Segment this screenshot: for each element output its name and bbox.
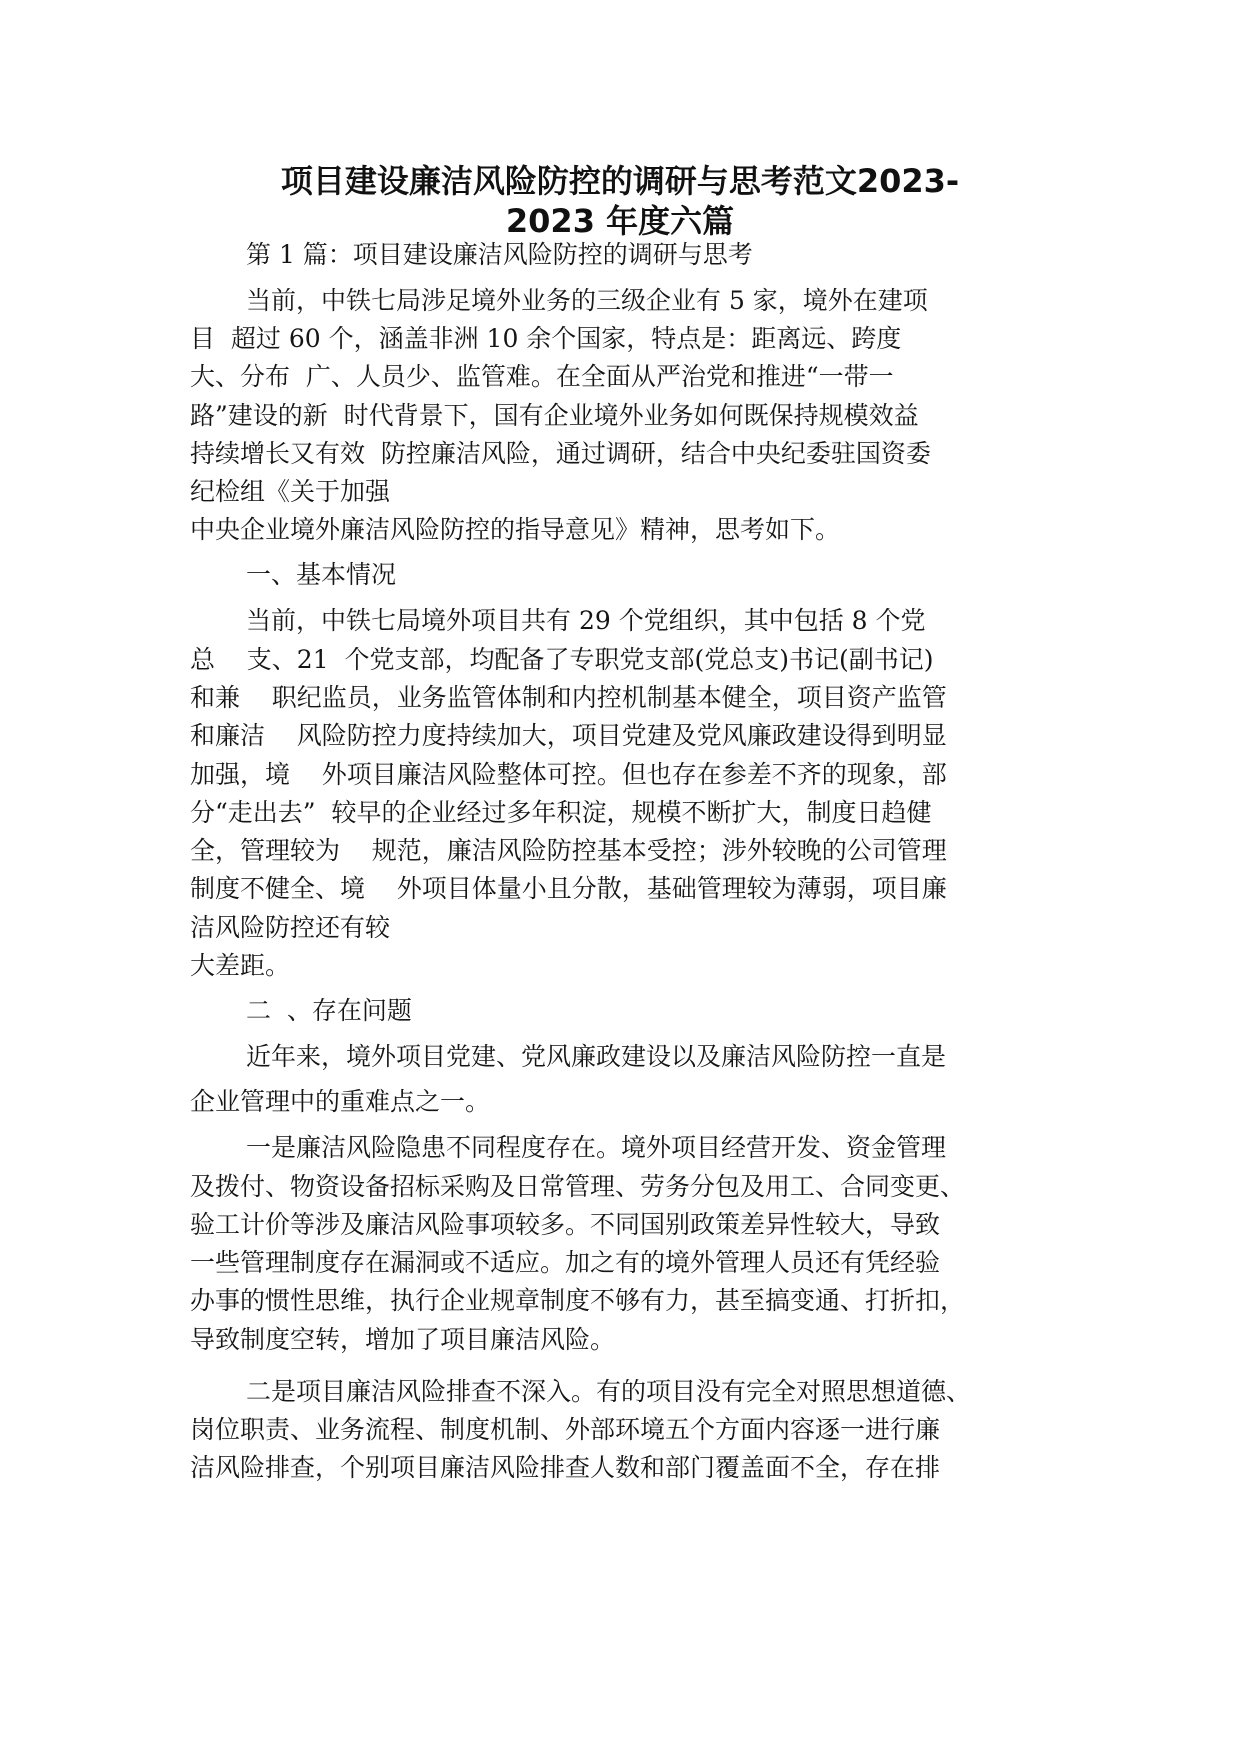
paragraph-line: 洁风险防控还有较 [190, 913, 391, 942]
paragraph-line: 大、分布 广、人员少、监管难。在全面从严治党和推进“一带一 [190, 362, 894, 391]
paragraph-line: 和兼 职纪监员，业务监管体制和内控机制基本健全，项目资产监管 [190, 683, 947, 712]
paragraph-line: 当前，中铁七局境外项目共有 29 个党组织，其中包括 8 个党 [246, 606, 926, 635]
document-title-line-1: 项目建设廉洁风险防控的调研与思考范文2023- [280, 162, 960, 200]
paragraph-line: 当前，中铁七局涉足境外业务的三级企业有 5 家，境外在建项 [246, 286, 928, 315]
paragraph-line: 制度不健全、境 外项目体量小且分散，基础管理较为薄弱，项目廉 [190, 874, 947, 903]
paragraph-line: 纪检组《关于加强 [190, 477, 391, 506]
paragraph-line: 导致制度空转，增加了项目廉洁风险。 [190, 1325, 616, 1354]
section-heading: 一、基本情况 [246, 560, 397, 589]
paragraph-line: 及拨付、物资设备招标采购及日常管理、劳务分包及用工、合同变更、 [190, 1172, 966, 1201]
paragraph-line: 目 超过 60 个，涵盖非洲 10 余个国家，特点是：距离远、跨度 [190, 324, 902, 353]
paragraph-line: 全，管理较为 规范，廉洁风险防控基本受控；涉外较晚的公司管理 [190, 836, 947, 865]
paragraph-line: 洁风险排查，个别项目廉洁风险排查人数和部门覆盖面不全，存在排 [190, 1453, 941, 1482]
paragraph-line: 二是项目廉洁风险排查不深入。有的项目没有完全对照思想道德、 [246, 1377, 972, 1406]
document-title-line-2: 2023 年度六篇 [505, 202, 735, 240]
section-heading: 二 、存在问题 [246, 996, 412, 1025]
paragraph-line: 总 支、21 个党支部，均配备了专职党支部(党总支)书记(副书记) [190, 645, 934, 674]
paragraph-line: 一些管理制度存在漏洞或不适应。加之有的境外管理人员还有凭经验 [190, 1248, 941, 1277]
paragraph-line: 一是廉洁风险隐患不同程度存在。境外项目经营开发、资金管理 [246, 1133, 947, 1162]
paragraph-line: 岗位职责、业务流程、制度机制、外部环境五个方面内容逐一进行廉 [190, 1415, 941, 1444]
paragraph-line: 办事的惯性思维，执行企业规章制度不够有力，甚至搞变通、打折扣， [190, 1286, 966, 1315]
paragraph-line: 持续增长又有效 防控廉洁风险，通过调研，结合中央纪委驻国资委 [190, 439, 931, 468]
paragraph-line: 验工计价等涉及廉洁风险事项较多。不同国别政策差异性较大，导致 [190, 1210, 941, 1239]
section-heading: 第 1 篇：项目建设廉洁风险防控的调研与思考 [246, 240, 753, 269]
paragraph-line: 和廉洁 风险防控力度持续加大，项目党建及党风廉政建设得到明显 [190, 721, 947, 750]
paragraph-line: 分“走出去” 较早的企业经过多年积淀，规模不断扩大，制度日趋健 [190, 798, 932, 827]
paragraph-line: 路”建设的新 时代背景下，国有企业境外业务如何既保持规模效益 [190, 401, 919, 430]
paragraph-line: 企业管理中的重难点之一。 [190, 1087, 491, 1116]
paragraph-line: 大差距。 [190, 951, 291, 980]
paragraph-line: 加强，境 外项目廉洁风险整体可控。但也存在参差不齐的现象，部 [190, 760, 947, 789]
paragraph-line: 中央企业境外廉洁风险防控的指导意见》精神，思考如下。 [190, 515, 841, 544]
paragraph-line: 近年来，境外项目党建、党风廉政建设以及廉洁风险防控一直是 [246, 1042, 947, 1071]
